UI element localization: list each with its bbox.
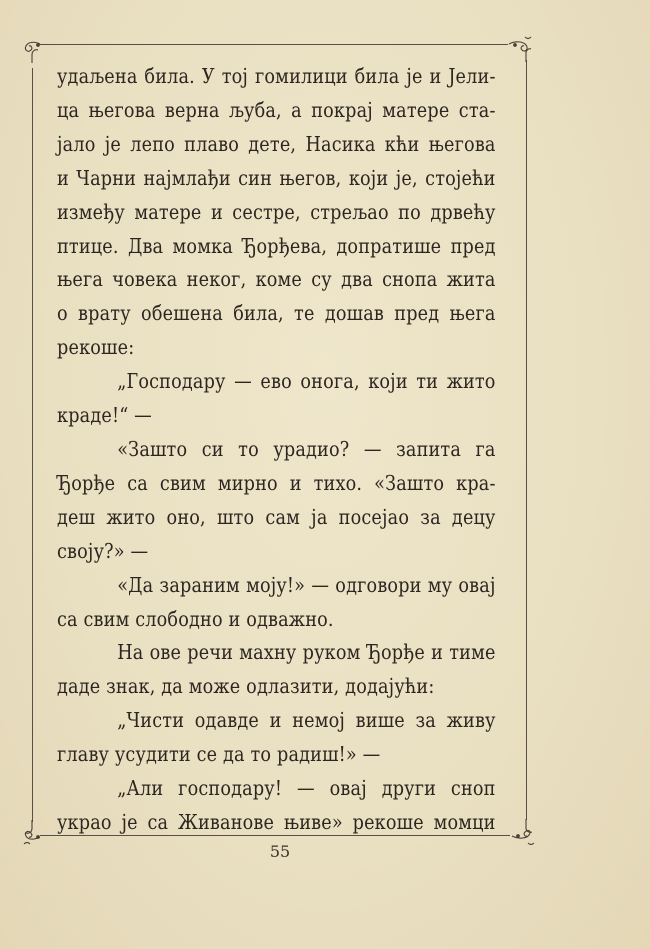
page-body-text: [57, 60, 496, 840]
text-line: украо је са Живанове њиве» рекоше момци: [57, 809, 496, 834]
text-line: главу усудити се да то радиш!» —: [57, 742, 381, 767]
text-line: „Чисти одавде и немој више за живу: [117, 708, 496, 733]
text-line: са свим слободно и одважно.: [57, 606, 334, 631]
text-line: Ђорђе са свим мирно и тихо. «Зашто кра-: [57, 470, 496, 495]
text-line: «Да зараним моју!» — одговори му овај: [117, 572, 496, 597]
corner-ornament-top-left-icon: [18, 33, 48, 63]
text-line: деш жито оно, што сам ја посејао за децу: [57, 504, 496, 529]
frame-right-rule: [526, 60, 527, 820]
text-line: На ове речи махну руком Ђорђе и тиме: [117, 640, 496, 665]
text-line: птице. Два момка Ђорђева, допратише пред: [57, 233, 496, 258]
frame-top-rule: [40, 44, 508, 45]
text-line: између матере и сестре, стрељао по дрвећу: [57, 199, 496, 224]
text-line: рекоше:: [57, 335, 135, 360]
corner-ornament-top-right-icon: [505, 33, 535, 63]
text-line: њега човека неког, коме су два снопа жита: [57, 267, 496, 292]
text-line: „Господару — ево онога, који ти жито: [117, 369, 496, 394]
text-line: „Али господару! — овај други сноп: [117, 776, 496, 801]
text-line: своју?» —: [57, 538, 149, 563]
text-line: јало је лепо плаво дете, Насика кћи његова: [57, 131, 496, 156]
page-number: 55: [269, 842, 291, 861]
text-line: «Зашто си то урадио? — запита га: [117, 436, 496, 461]
text-line: ца његова верна љуба, а покрај матере ста-: [57, 97, 496, 122]
text-line: и Чарни најмлађи син његов, који је, стојећи: [57, 165, 496, 190]
text-line: о врату обешена била, те дошав пред њега: [57, 301, 496, 326]
text-line: даде знак, да може одлазити, додајући:: [57, 674, 435, 699]
frame-left-rule: [32, 68, 33, 822]
text-line: удаљена била. У тој гомилици била је и Јели-: [57, 64, 496, 88]
text-line: краде!“ —: [57, 403, 152, 428]
